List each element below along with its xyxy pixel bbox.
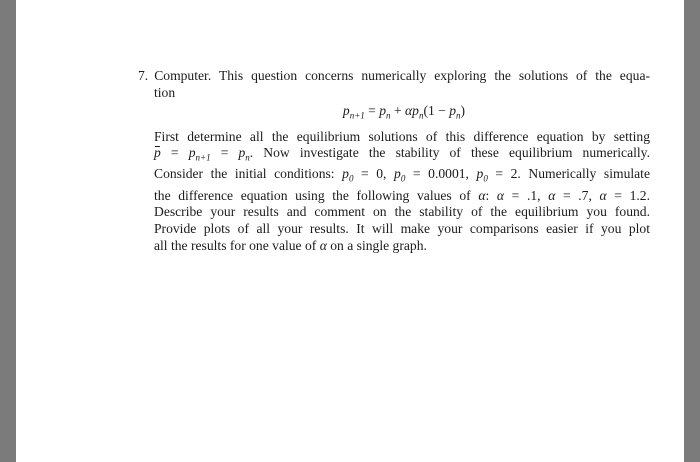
body-line-1: First determine all the equilibrium solutions of this difference equation by setting xyxy=(154,128,650,144)
l4-alpha: α xyxy=(478,187,486,203)
l3-c2 xyxy=(394,166,406,185)
p-bar-symbol: p xyxy=(154,145,161,161)
problem-heading xyxy=(138,68,650,85)
l3-c1-sub: 0 xyxy=(348,174,354,185)
l2-eq1: = xyxy=(160,145,189,161)
eq-term2-sub: n xyxy=(418,110,424,121)
problem-number: 7. xyxy=(138,68,149,83)
problem-heading-continuation: tion xyxy=(154,84,176,100)
l4-v2: = .7, xyxy=(555,187,600,203)
l4-colon: : xyxy=(485,187,497,203)
eq-term1: p xyxy=(379,103,387,119)
l4-pre: the difference equation using the following values of xyxy=(154,187,479,203)
l3-c1-base: p xyxy=(342,166,349,182)
l7-pre: all the results for one value of xyxy=(154,237,320,253)
body-line-4 xyxy=(154,188,650,205)
l2-p1-base: p xyxy=(188,145,196,161)
l4-a3: α xyxy=(599,187,607,203)
problem-7 xyxy=(138,68,650,254)
l2-p2 xyxy=(238,145,250,163)
l3-c2-sub: 0 xyxy=(400,174,406,185)
l3-c1-val: = 0, xyxy=(353,166,395,182)
eq-plus: + xyxy=(390,103,406,119)
body-line-2 xyxy=(154,145,650,166)
eq-lhs: p xyxy=(342,103,350,119)
eq-equals: = xyxy=(364,103,380,119)
l3-c2-base: p xyxy=(394,166,401,182)
l3-c3-base: p xyxy=(476,166,484,182)
document-page xyxy=(16,0,684,462)
eq-paren-open: (1 − xyxy=(423,103,450,119)
l4-a1: α xyxy=(496,187,505,203)
l2-p1 xyxy=(188,145,211,163)
l2-rest: . Now investigate the stability of these equilibrium numerically. xyxy=(249,145,650,161)
eq-paren-close: ) xyxy=(460,103,466,119)
l3-pre: Consider the initial conditions: xyxy=(154,166,343,182)
l4-v3: = 1.2. xyxy=(606,187,650,203)
l3-c3-val: = 2. Numerically simulate xyxy=(487,166,650,182)
l4-a2: α xyxy=(548,187,556,203)
l3-c2-val: = 0.0001, xyxy=(405,166,477,182)
eq-term3-sub: n xyxy=(456,110,461,121)
body-line-6: Provide plots of all your results. It will make your comparisons easier if you plot xyxy=(154,220,650,236)
problem-heading-text: Computer. This question concerns numerically exploring the solutions of the equa- xyxy=(154,68,650,83)
body-line-5: Describe your results and comment on the stability of the equilibrium you found. xyxy=(154,204,650,220)
l7-post: on a single graph. xyxy=(326,237,427,253)
problem-body xyxy=(138,129,650,255)
l2-p1-sub: n+1 xyxy=(195,152,211,163)
l3-c3-sub: 0 xyxy=(483,174,488,185)
body-line-7 xyxy=(154,238,650,255)
l7-alpha: α xyxy=(319,237,327,253)
l2-eq2: = xyxy=(210,145,239,161)
body-line-3 xyxy=(154,166,650,187)
l4-v1: = .1, xyxy=(504,187,549,203)
eq-lhs-sub: n+1 xyxy=(349,110,365,121)
l2-p2-base: p xyxy=(238,145,246,161)
eq-term2: αp xyxy=(405,103,419,119)
l2-p2-sub: n xyxy=(245,152,250,163)
l3-c3 xyxy=(476,166,488,185)
difference-equation xyxy=(138,103,650,124)
eq-term1-sub: n xyxy=(386,110,391,121)
l3-c1 xyxy=(342,166,354,185)
eq-term3: p xyxy=(449,103,457,119)
